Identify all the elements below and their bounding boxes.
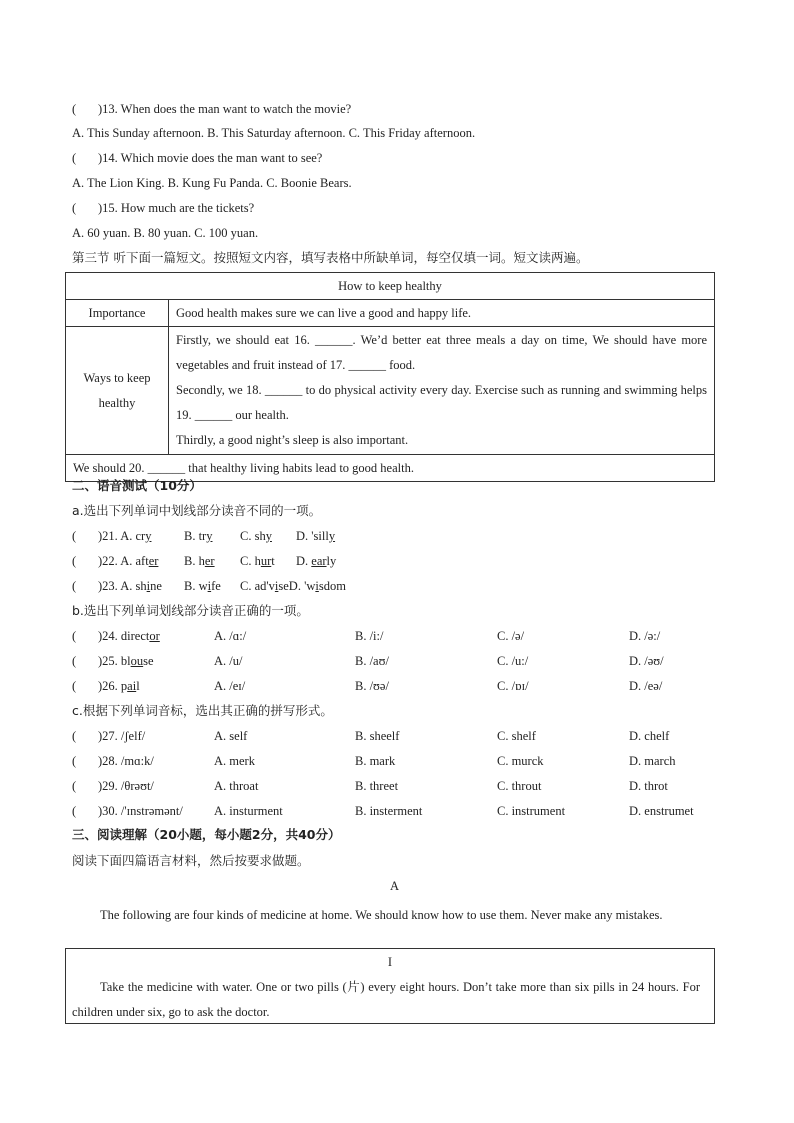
section-3-title: 第三节 听下面一篇短文。按照短文内容，填写表格中所缺单词，每空仅填一词。短文读两遍。 — [72, 250, 589, 265]
q25-word: )25. blouse — [98, 654, 154, 668]
healthy-table — [65, 272, 715, 482]
table-cell-importance: Good health makes sure we can live a good and happy life. — [169, 300, 715, 327]
answer-paren[interactable]: ( — [72, 201, 77, 215]
medicine-box-label: I — [387, 955, 393, 969]
q26-word: )26. pail — [98, 679, 140, 693]
q21-b: B. try — [184, 529, 213, 543]
question-15 — [72, 200, 254, 216]
q21-a: )21. A. cry — [98, 529, 152, 543]
q24-word: )24. director — [98, 629, 160, 643]
q28-d: D. march — [629, 754, 676, 768]
question-24 — [72, 628, 160, 644]
table-cell-ways-1: Firstly, we should eat 16. ______. We’d better eat three meals a day on time, We should have more vegetables and fruit instead of 17. ______ food. — [176, 333, 707, 372]
question-28 — [72, 753, 154, 769]
q27-c: C. shelf — [497, 729, 536, 743]
answer-paren[interactable]: ( — [72, 579, 77, 593]
q24-a: A. /ɑ:/ — [214, 629, 247, 643]
q23-b: B. wife — [184, 579, 221, 593]
question-13 — [72, 101, 351, 117]
part-2-title: 二、语音测试（10分） — [72, 478, 202, 493]
q25-d: D. /əʊ/ — [629, 654, 664, 668]
q30-a: A. insturment — [214, 804, 283, 818]
answer-paren[interactable]: ( — [72, 679, 77, 693]
q21-d: D. 'silly — [296, 529, 336, 543]
q28-a: A. merk — [214, 754, 255, 768]
table-label-ways: Ways to keep healthy — [66, 327, 169, 455]
q25-b: B. /aʊ/ — [355, 654, 389, 668]
q29-b: B. threet — [355, 779, 399, 793]
q27-phonetic: )27. /ʃelf/ — [98, 729, 146, 743]
answer-paren[interactable]: ( — [72, 754, 77, 768]
q29-a: A. throat — [214, 779, 259, 793]
question-text: )13. When does the man want to watch the movie? — [98, 102, 352, 116]
question-29 — [72, 778, 154, 794]
q27-b: B. sheelf — [355, 729, 400, 743]
question-25 — [72, 653, 154, 669]
answer-paren[interactable]: ( — [72, 779, 77, 793]
passage-label: A — [390, 879, 400, 893]
question-27 — [72, 728, 145, 744]
table-summary: We should 20. ______ that healthy living habits lead to good health. — [66, 455, 715, 482]
part-2c-instruction: c.根据下列单词音标，选出其正确的拼写形式。 — [72, 703, 333, 718]
q22-b: B. her — [184, 554, 215, 568]
q26-b: B. /ʊə/ — [355, 679, 389, 693]
answer-paren[interactable]: ( — [72, 554, 77, 568]
answer-paren[interactable]: ( — [72, 804, 77, 818]
table-label-importance: Importance — [66, 300, 169, 327]
q23-a: )23. A. shine — [98, 579, 162, 593]
question-22 — [72, 553, 158, 569]
question-14 — [72, 150, 322, 166]
answer-paren[interactable]: ( — [72, 102, 77, 116]
answer-paren[interactable]: ( — [72, 529, 77, 543]
question-21 — [72, 528, 151, 544]
q24-c: C. /ə/ — [497, 629, 525, 643]
q30-b: B. insterment — [355, 804, 423, 818]
q28-phonetic: )28. /mɑ:k/ — [98, 754, 154, 768]
q22-d: D. early — [296, 554, 337, 568]
q28-c: C. murck — [497, 754, 544, 768]
question-23 — [72, 578, 162, 594]
q29-d: D. throt — [629, 779, 668, 793]
table-title: How to keep healthy — [66, 273, 715, 300]
answer-paren[interactable]: ( — [72, 629, 77, 643]
q22-a: )22. A. after — [98, 554, 159, 568]
q30-phonetic: )30. /'ɪnstrəmənt/ — [98, 804, 183, 818]
table-cell-ways-2: Secondly, we 18. ______ to do physical activity every day. Exercise such as running and swimming helps 19. ______ our health. — [176, 383, 707, 422]
question-13-options: A. This Sunday afternoon. B. This Saturday afternoon. C. This Friday afternoon. — [72, 126, 476, 140]
q30-d: D. enstrumet — [629, 804, 694, 818]
medicine-box-1 — [65, 948, 715, 1024]
q25-a: A. /u/ — [214, 654, 243, 668]
q26-d: D. /eə/ — [629, 679, 663, 693]
question-text: )14. Which movie does the man want to see? — [98, 151, 323, 165]
part-3-title: 三、阅读理解（20小题，每小题2分，共40分） — [72, 827, 341, 842]
q24-d: D. /ə:/ — [629, 629, 661, 643]
question-26 — [72, 678, 140, 694]
q27-d: D. chelf — [629, 729, 670, 743]
q29-phonetic: )29. /θrəʊt/ — [98, 779, 154, 793]
q22-c: C. hurt — [240, 554, 275, 568]
part-3-intro: 阅读下面四篇语言材料，然后按要求做题。 — [72, 853, 310, 868]
q26-c: C. /ɒɪ/ — [497, 679, 529, 693]
part-2b-instruction: b.选出下列单词划线部分读音正确的一项。 — [72, 603, 309, 618]
answer-paren[interactable]: ( — [72, 654, 77, 668]
passage-intro: The following are four kinds of medicine at home. We should know how to use them. Never make any mistakes. — [100, 908, 663, 922]
q27-a: A. self — [214, 729, 248, 743]
q30-c: C. instrument — [497, 804, 566, 818]
answer-paren[interactable]: ( — [72, 151, 77, 165]
q26-a: A. /eɪ/ — [214, 679, 246, 693]
question-14-options: A. The Lion King. B. Kung Fu Panda. C. Boonie Bears. — [72, 176, 352, 190]
q29-c: C. throut — [497, 779, 542, 793]
q21-c: C. shy — [240, 529, 272, 543]
question-30 — [72, 803, 183, 819]
q25-c: C. /u:/ — [497, 654, 529, 668]
part-2a-instruction: a.选出下列单词中划线部分读音不同的一项。 — [72, 503, 322, 518]
question-15-options: A. 60 yuan. B. 80 yuan. C. 100 yuan. — [72, 226, 259, 240]
medicine-box-text: Take the medicine with water. One or two pills (片) every eight hours. Don’t take more than six pills in 24 hours. For children under six, go to ask the doctor. — [72, 980, 700, 1019]
q28-b: B. mark — [355, 754, 396, 768]
question-text: )15. How much are the tickets? — [98, 201, 255, 215]
answer-paren[interactable]: ( — [72, 729, 77, 743]
q23-cd: C. ad'viseD. 'wisdom — [240, 579, 346, 593]
table-cell-ways-3: Thirdly, a good night’s sleep is also important. — [176, 433, 409, 447]
q24-b: B. /i:/ — [355, 629, 384, 643]
